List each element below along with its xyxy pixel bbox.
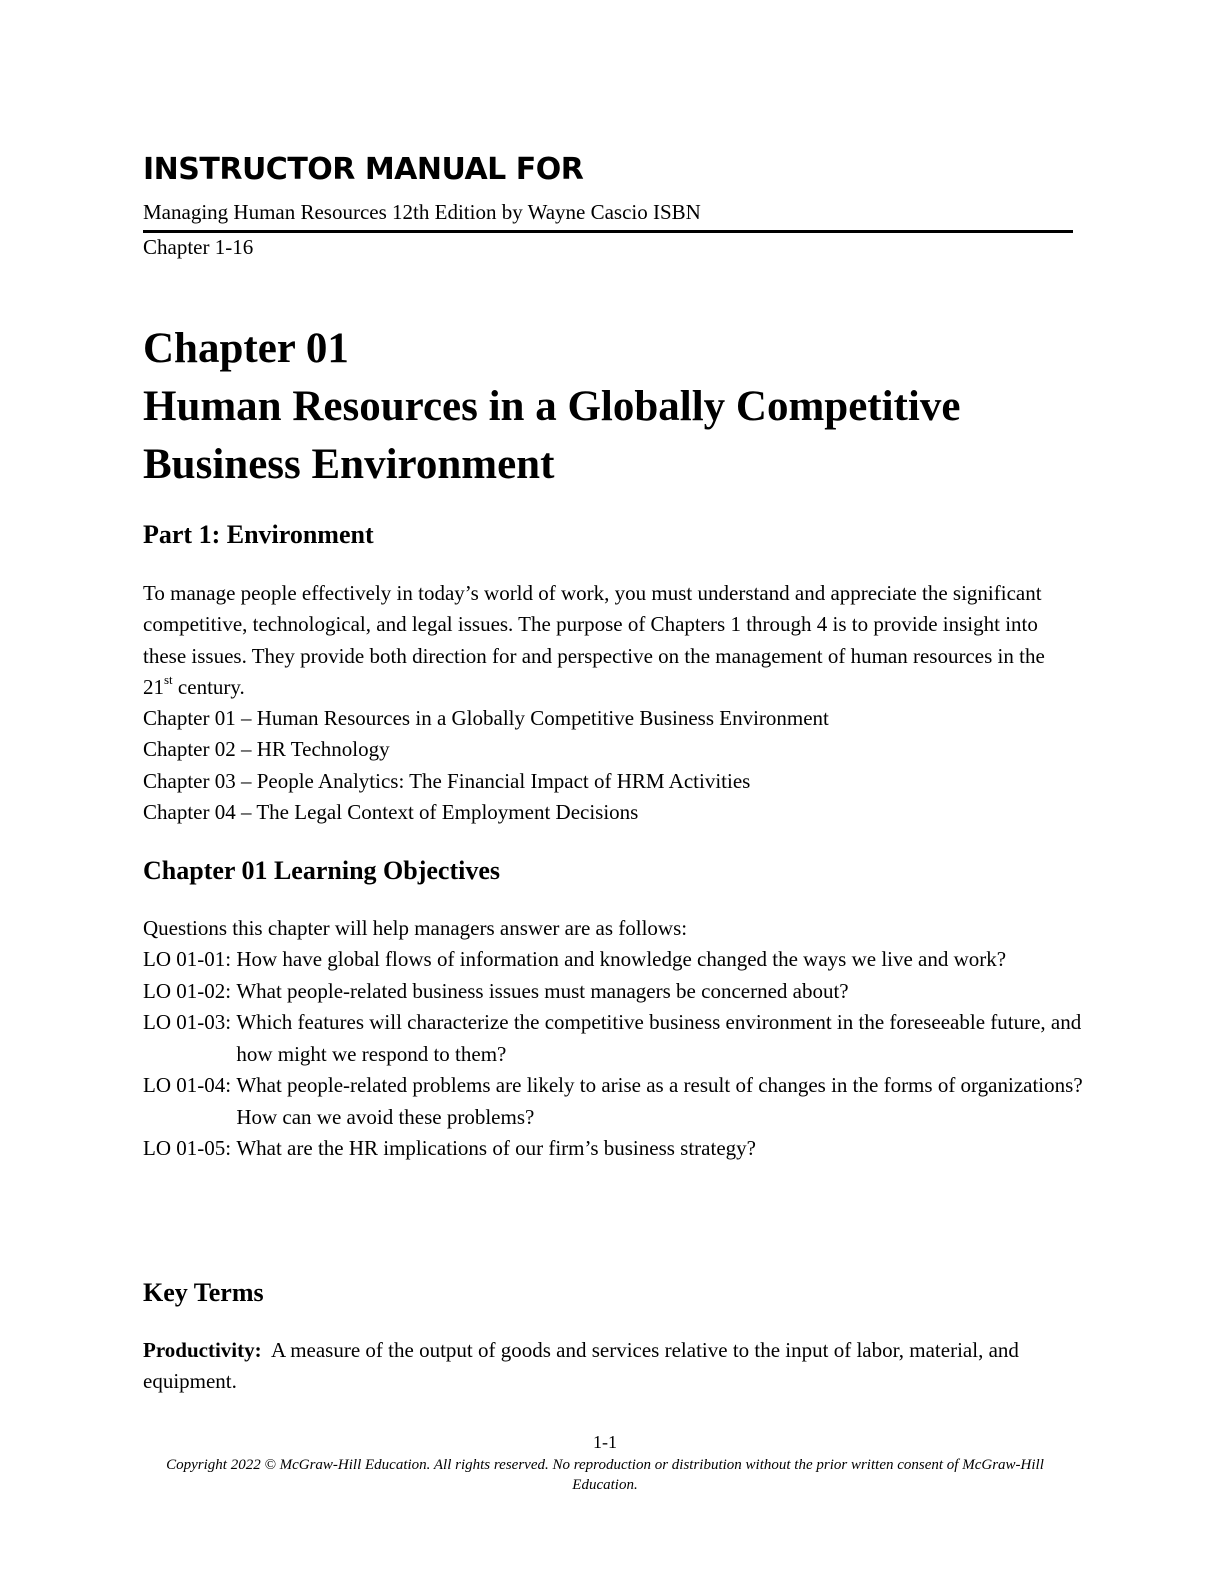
objectives-heading: Chapter 01 Learning Objectives <box>143 856 500 885</box>
objective-code: LO 01-02: <box>143 978 237 1003</box>
list-item: Chapter 01 – Human Resources in a Globally Competitive Business Environment <box>143 706 829 730</box>
header-divider <box>143 230 1073 233</box>
objective-code: LO 01-04: <box>143 1073 237 1097</box>
manual-title: INSTRUCTOR MANUAL FOR <box>143 152 584 187</box>
list-item: Chapter 03 – People Analytics: The Financial Impact of HRM Activities <box>143 768 751 793</box>
part-intro-paragraph <box>143 578 1073 703</box>
list-item <box>143 1133 1083 1165</box>
chapter-title-line-2: Business Environment <box>143 441 555 488</box>
key-terms-heading: Key Terms <box>143 1278 264 1307</box>
objective-text: Which features will characterize the competitive business environment in the foreseeable future, and how might we respond to them? <box>236 1010 1082 1066</box>
key-term-name: Productivity: <box>143 1338 262 1362</box>
chapter-number: Chapter 01 <box>143 325 349 372</box>
part-heading: Part 1: Environment <box>143 520 374 549</box>
objective-text: What are the HR implications of our firm’s business strategy? <box>236 1136 756 1160</box>
objective-text: What people-related problems are likely to arise as a result of changes in the forms of organizations? How can we avoid these problems? <box>236 1073 1083 1129</box>
list-item <box>143 976 1083 1008</box>
list-item: Chapter 04 – The Legal Context of Employment Decisions <box>143 799 639 824</box>
list-item <box>143 944 1083 976</box>
objective-code: LO 01-05: <box>143 1136 237 1160</box>
chapter-title <box>143 320 1103 494</box>
objective-code: LO 01-03: <box>143 1010 237 1034</box>
copyright-notice: Copyright 2022 © McGraw-Hill Education. All rights reserved. No reproduction or distribution without the prior written consent of McGraw-Hill Education. <box>166 1457 1044 1493</box>
objective-text: What people-related business issues must managers be concerned about? <box>236 978 849 1003</box>
part-intro-superscript: st <box>164 671 173 687</box>
chapters-line: Chapter 1-16 <box>143 235 254 259</box>
objective-code: LO 01-01: <box>143 947 237 971</box>
learning-objectives-list <box>143 944 1083 1165</box>
list-item <box>143 1070 1083 1133</box>
list-item <box>143 1007 1083 1070</box>
key-term-entry <box>143 1335 1043 1398</box>
objective-text: How have global flows of information and knowledge changed the ways we live and work? <box>236 947 1007 971</box>
page-number: 1-1 <box>593 1432 617 1452</box>
chapter-title-line-1: Human Resources in a Globally Competitive <box>143 383 961 430</box>
key-term-definition: A measure of the output of goods and services relative to the input of labor, material, and equipment. <box>143 1338 1025 1394</box>
part-intro-end: century. <box>172 674 245 699</box>
part-chapter-list <box>143 703 1073 828</box>
part-intro-text: To manage people effectively in today’s world of work, you must understand and appreciate the significant competitive, technological, and legal issues. The purpose of Chapters 1 through 4 is to provide insight into these issues. They provide both direction for and perspective on the management of human resources in the 21 <box>143 581 1045 699</box>
objectives-intro: Questions this chapter will help managers answer are as follows: <box>143 916 688 940</box>
list-item: Chapter 02 – HR Technology <box>143 737 390 762</box>
book-line: Managing Human Resources 12th Edition by Wayne Cascio ISBN <box>143 200 701 224</box>
